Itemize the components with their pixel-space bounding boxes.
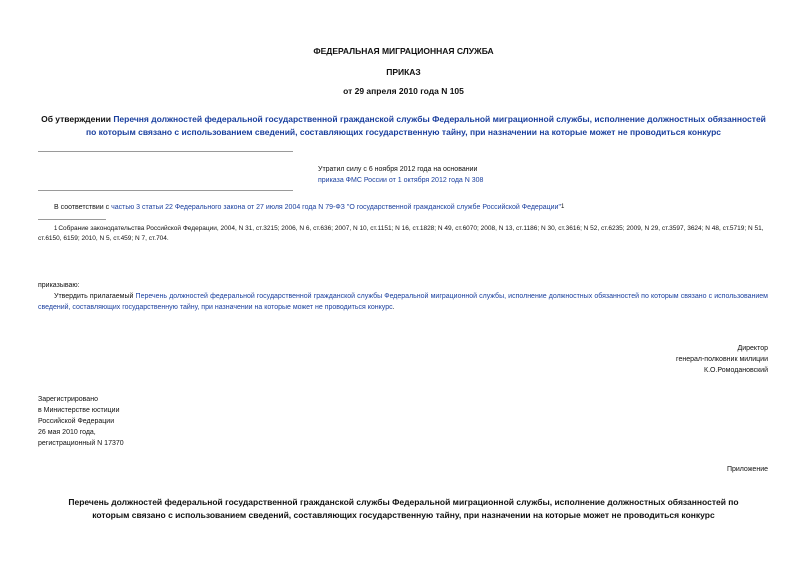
signature-name: К.О.Ромодановский xyxy=(704,367,768,374)
footnote-rule xyxy=(38,219,106,220)
order-verb: приказываю: xyxy=(38,282,80,289)
footnote-mark: 1 xyxy=(54,226,58,232)
footnote xyxy=(38,224,768,244)
signature-position: Директор xyxy=(737,345,768,352)
signature-block xyxy=(560,343,768,376)
title-link[interactable]: Перечня должностей федеральной государственной гражданской службы Федеральной миграционной службы, исполнение должностных обязанностей по которым связано с использованием сведений, составляющих государственную тайну, при назначении на которые может не проводиться конкурс xyxy=(85,114,766,137)
registration-line-3: Российской Федерации xyxy=(38,418,115,425)
doc-type-heading: ПРИКАЗ xyxy=(386,67,421,77)
approve-prefix: Утвердить прилагаемый xyxy=(54,293,136,300)
rule-middle xyxy=(38,190,293,191)
preamble-prefix: В соответствии с xyxy=(54,204,112,211)
appendix-title: Перечень должностей федеральной государственной гражданской службы Федеральной миграционной службы, исполнение должностных обязанностей по которым связано с использованием сведений, составляющих государственную тайну, при назначении на которые может не проводиться конкурс xyxy=(68,497,739,520)
title-prefix: Об утверждении xyxy=(41,114,114,124)
repeal-link[interactable]: приказа ФМС России от 1 октября 2012 года N 308 xyxy=(318,177,484,184)
repeal-line: Утратил силу с 6 ноября 2012 года на основании xyxy=(318,166,478,173)
approve-link[interactable]: Перечень должностей федеральной государственной гражданской службы Федеральной миграционной службы, исполнение должностных обязанностей по которым связано с использованием сведений, составляющих государственную тайну, при назначении на которые может не проводиться конкурс xyxy=(38,293,768,311)
appendix-label: Приложение xyxy=(726,466,768,473)
preamble-footnote-ref: 1 xyxy=(560,204,565,210)
registration-line-1: Зарегистрировано xyxy=(38,396,98,403)
agency-heading: ФЕДЕРАЛЬНАЯ МИГРАЦИОННАЯ СЛУЖБА xyxy=(313,46,494,56)
footnote-text: Собрание законодательства Российской Федерации, 2004, N 31, ст.3215; 2006, N 6, ст.636; 2007, N 10, ст.1151; N 16, ст.1828; N 49, ст.6070; 2008, N 13, ст.1186; N 30, ст.3616; N 52, ст.6235; 2009, N 29, ст.3597, 3624; N 48, ст.5719; N 51, ст.6150, 6159; 2010, N 5, ст.459; N 7, ст.704. xyxy=(38,225,764,242)
registration-block xyxy=(38,394,124,449)
order-approve xyxy=(38,291,768,313)
date-number-heading: от 29 апреля 2010 года N 105 xyxy=(343,86,464,96)
registration-line-2: в Министерстве юстиции xyxy=(38,407,120,414)
repeal-note xyxy=(318,164,483,186)
rule-top xyxy=(38,151,293,152)
document-title xyxy=(40,113,767,139)
approve-suffix: . xyxy=(392,304,395,311)
registration-line-4: 26 мая 2010 года, xyxy=(38,429,96,436)
signature-rank: генерал-полковник милиции xyxy=(676,356,768,363)
preamble-link[interactable]: частью 3 статьи 22 Федерального закона от 27 июля 2004 года N 79-ФЗ "О государственной гражданской службе Российской Федерации" xyxy=(111,204,561,211)
preamble xyxy=(54,202,784,213)
registration-line-5: регистрационный N 17370 xyxy=(38,440,124,447)
